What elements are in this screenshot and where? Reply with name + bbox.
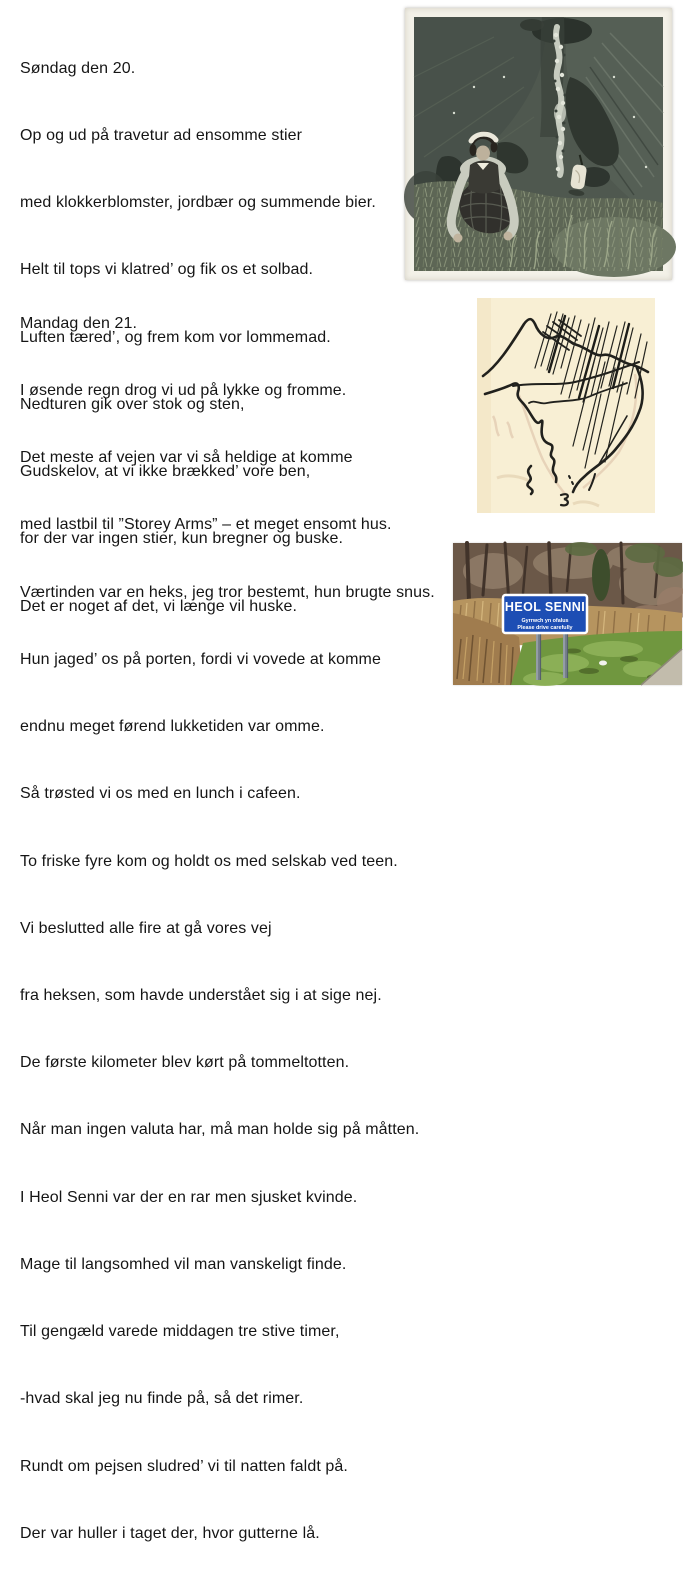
sign-title: HEOL SENNI — [504, 600, 586, 614]
poem-line: De første kilometer blev kørt på tommeltotten. — [20, 1054, 350, 1072]
heol-senni-sign — [503, 595, 587, 633]
heol-senni-sign-photo-image — [453, 543, 682, 685]
poem-line: Nedturen gik over stok og sten, — [20, 395, 245, 413]
hillside-photo — [405, 8, 672, 280]
poem-line: Til gengæld varede middagen tre stive timer, — [20, 1323, 340, 1341]
poem-line: Hun jaged’ os på porten, fordi vi vovede at komme — [20, 650, 381, 668]
poem-line: fra heksen, som havde understået sig i at sige nej. — [20, 987, 382, 1004]
poem-line: Gudskelov, at vi ikke brækked’ vore ben, — [20, 463, 311, 481]
poem-line: I øsende regn drog vi ud på lykke og fromme. — [20, 382, 347, 400]
poem-line: Så trøsted vi os med en lunch i cafeen. — [20, 785, 301, 803]
poem-line: Det meste af vejen var vi så heldige at komme — [20, 449, 353, 467]
hillside-photo-image — [414, 17, 663, 271]
sign-subtitle-welsh: Gyrrwch yn ofalus — [521, 618, 569, 624]
heol-senni-sign-photo — [453, 543, 682, 685]
poem-line: Værtinden var en heks, jeg tror bestemt, hun brugte snus. — [20, 583, 435, 601]
poem-line: med lastbil til ”Storey Arms” – et meget ensomt hus. — [20, 516, 392, 534]
poem-line: med klokkerblomster, jordbær og summende bier. — [20, 194, 376, 212]
poem-line: Der var huller i taget der, hvor gutterne lå. — [20, 1524, 320, 1542]
poem-line: I Heol Senni var der en rar men sjusket kvinde. — [20, 1188, 358, 1206]
poem-line: Det er noget af det, vi længe vil huske. — [20, 597, 298, 615]
poem-line: To friske fyre kom og holdt os med selskab ved teen. — [20, 852, 398, 870]
poem-line: -hvad skal jeg nu finde på, så det rimer. — [20, 1390, 304, 1408]
sign-subtitle-english: Please drive carefully — [517, 625, 573, 631]
poem-line: Luften tæred’, og frem kom vor lommemad. — [20, 328, 331, 346]
poem-line: Mage til langsomhed vil man vanskeligt finde. — [20, 1255, 347, 1273]
poem-line: Mandag den 21. — [20, 314, 138, 332]
poem-line: Når man ingen valuta har, må man holde sig på måtten. — [20, 1121, 420, 1139]
poem-line: Søndag den 20. — [20, 59, 136, 77]
poem-line: Helt til tops vi klatred’ og fik os et solbad. — [20, 261, 314, 279]
poem-line: Rundt om pejsen sludred’ vi til natten faldt på. — [20, 1457, 348, 1475]
poem-line: for der var ingen stier, kun bregner og buske. — [20, 530, 344, 548]
mountain-rain-sketch — [477, 298, 655, 513]
poem-line: Vi beslutted alle fire at gå vores vej — [20, 919, 272, 937]
white-speck — [599, 661, 607, 666]
poem-line: Op og ud på travetur ad ensomme stier — [20, 127, 303, 145]
poem-stanza-monday — [20, 268, 435, 1590]
poem-line: endnu meget førend lukketiden var omme. — [20, 718, 325, 736]
mountain-rain-sketch-image — [477, 298, 655, 513]
